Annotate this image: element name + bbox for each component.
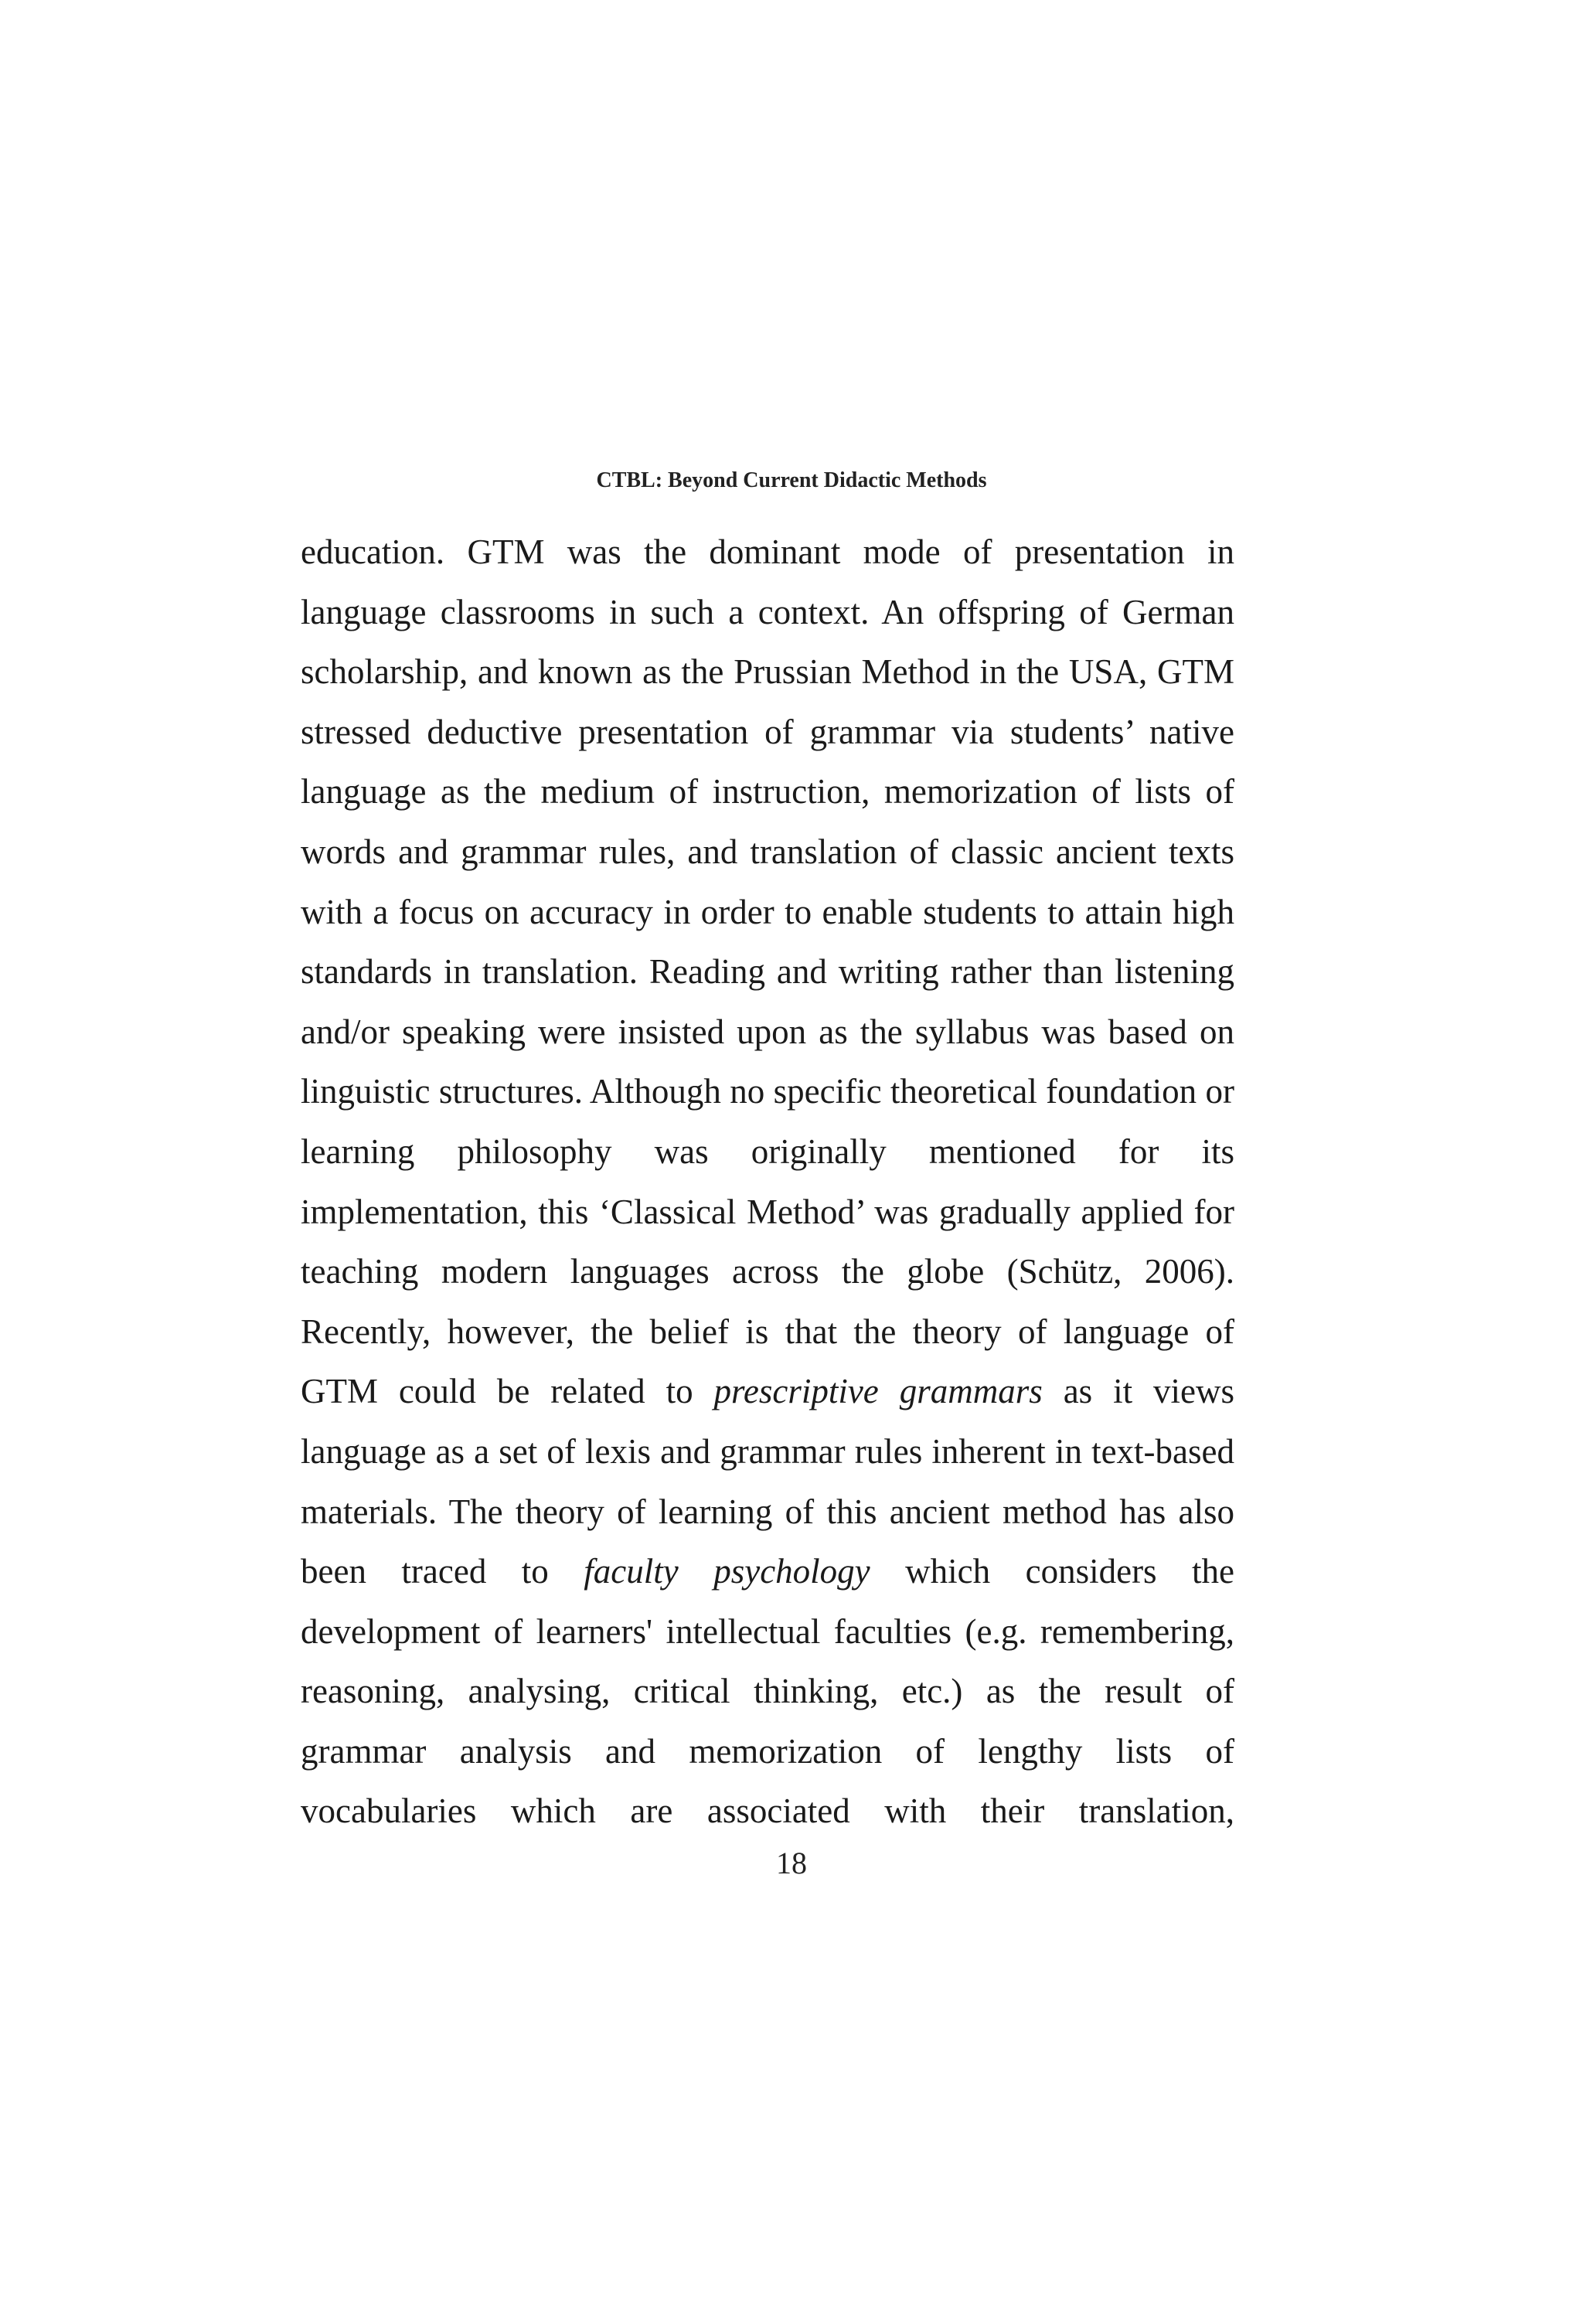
text-segment: been traced to bbox=[301, 1552, 549, 1591]
text-line: vocabularies which are associated with their translation, bbox=[301, 1791, 1234, 1831]
text-line: stressed deductive presentation of grammar via students’ native bbox=[301, 712, 1234, 751]
running-header: CTBL: Beyond Current Didactic Methods bbox=[596, 468, 987, 492]
text-line: scholarship, and known as the Prussian Method in the USA, GTM bbox=[301, 652, 1234, 692]
text-line: language as a set of lexis and grammar rules inherent in text-based bbox=[301, 1431, 1234, 1471]
text-segment: as it views bbox=[1063, 1372, 1235, 1411]
text-line-with-italic bbox=[301, 1542, 1234, 1602]
text-line: Recently, however, the belief is that the theory of language of bbox=[301, 1312, 1234, 1351]
body-paragraph bbox=[301, 522, 1234, 1842]
text-segment: GTM could be related to bbox=[301, 1372, 693, 1411]
text-line: materials. The theory of learning of this ancient method has also bbox=[301, 1492, 1234, 1531]
text-line: linguistic structures. Although no specific theoretical foundation or bbox=[301, 1072, 1234, 1111]
text-line: language classrooms in such a context. An offspring of German bbox=[301, 592, 1234, 631]
text-line: language as the medium of instruction, memorization of lists of bbox=[301, 772, 1234, 812]
text-line: implementation, this ‘Classical Method’ was gradually applied for bbox=[301, 1192, 1234, 1231]
text-segment: which considers the bbox=[905, 1552, 1235, 1591]
text-line: reasoning, analysing, critical thinking, etc.) as the result of bbox=[301, 1672, 1234, 1711]
text-line: words and grammar rules, and translation of classic ancient texts bbox=[301, 832, 1234, 871]
text-line-with-italic bbox=[301, 1362, 1234, 1422]
text-line: teaching modern languages across the globe (Schütz, 2006). bbox=[301, 1252, 1234, 1291]
text-line: grammar analysis and memorization of lengthy lists of bbox=[301, 1731, 1234, 1771]
text-line: education. GTM was the dominant mode of presentation in bbox=[301, 533, 1234, 571]
italic-term-faculty-psychology: faculty psychology bbox=[584, 1552, 870, 1591]
italic-term-prescriptive-grammars: prescriptive grammars bbox=[713, 1372, 1043, 1411]
text-line: development of learners' intellectual faculties (e.g. remembering, bbox=[301, 1611, 1234, 1651]
text-line: standards in translation. Reading and writing rather than listening bbox=[301, 952, 1234, 992]
text-line: learning philosophy was originally mentioned for its bbox=[301, 1131, 1234, 1171]
text-line: with a focus on accuracy in order to enable students to attain high bbox=[301, 892, 1234, 931]
text-line: and/or speaking were insisted upon as the syllabus was based on bbox=[301, 1012, 1234, 1051]
page-number: 18 bbox=[776, 1846, 807, 1880]
